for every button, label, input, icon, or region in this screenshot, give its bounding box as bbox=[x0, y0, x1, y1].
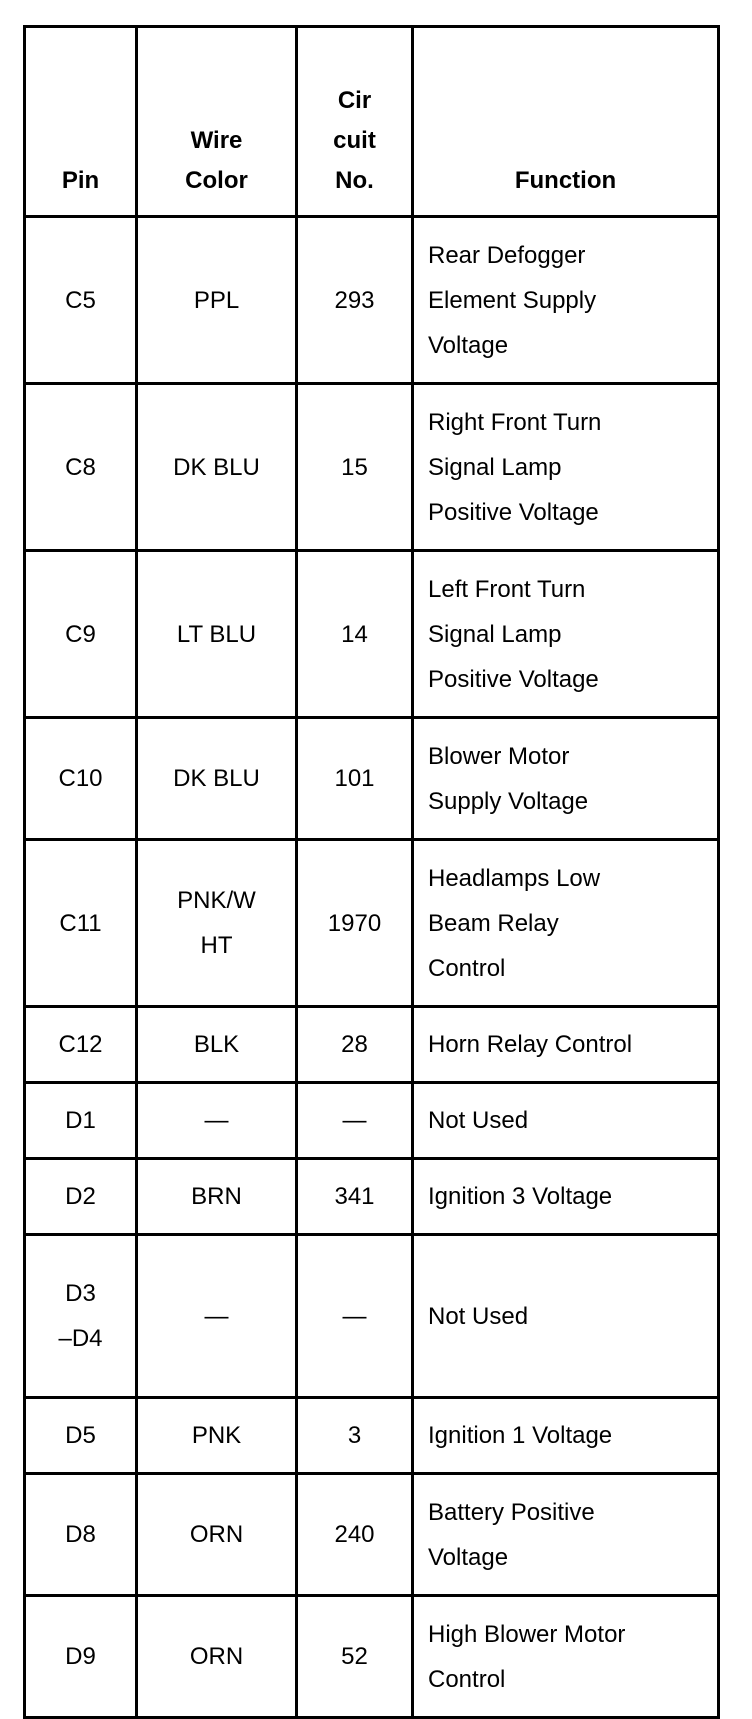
function-cell: Not Used bbox=[413, 1083, 719, 1159]
pin-cell: C9 bbox=[25, 551, 137, 718]
circuit-cell: 341 bbox=[297, 1159, 413, 1235]
table-row bbox=[25, 1159, 719, 1235]
function-cell: Battery Positive Voltage bbox=[413, 1474, 719, 1596]
circuit-cell: 28 bbox=[297, 1007, 413, 1083]
wire-color-cell: DK BLU bbox=[137, 384, 297, 551]
function-cell: Horn Relay Control bbox=[413, 1007, 719, 1083]
circuit-cell: 293 bbox=[297, 217, 413, 384]
circuit-cell: 3 bbox=[297, 1398, 413, 1474]
function-cell: Ignition 1 Voltage bbox=[413, 1398, 719, 1474]
wire-color-cell: LT BLU bbox=[137, 551, 297, 718]
function-cell: Rear Defogger Element Supply Voltage bbox=[413, 217, 719, 384]
table-header-row bbox=[25, 27, 719, 217]
table-row bbox=[25, 1083, 719, 1159]
circuit-cell: 52 bbox=[297, 1596, 413, 1718]
table-row bbox=[25, 1474, 719, 1596]
wire-color-cell: BLK bbox=[137, 1007, 297, 1083]
wire-color-cell: ORN bbox=[137, 1474, 297, 1596]
table-row bbox=[25, 718, 719, 840]
function-cell: High Blower Motor Control bbox=[413, 1596, 719, 1718]
circuit-cell: — bbox=[297, 1235, 413, 1398]
pin-cell: C8 bbox=[25, 384, 137, 551]
circuit-cell: 101 bbox=[297, 718, 413, 840]
pin-cell: C12 bbox=[25, 1007, 137, 1083]
function-cell: Blower Motor Supply Voltage bbox=[413, 718, 719, 840]
table-row bbox=[25, 840, 719, 1007]
function-cell: Not Used bbox=[413, 1235, 719, 1398]
pin-cell: C11 bbox=[25, 840, 137, 1007]
table-row bbox=[25, 384, 719, 551]
circuit-cell: — bbox=[297, 1083, 413, 1159]
circuit-cell: 15 bbox=[297, 384, 413, 551]
circuit-cell: 240 bbox=[297, 1474, 413, 1596]
header-wire-color: Wire Color bbox=[137, 27, 297, 217]
pin-cell: D2 bbox=[25, 1159, 137, 1235]
table-row bbox=[25, 1235, 719, 1398]
pin-cell: D9 bbox=[25, 1596, 137, 1718]
wire-color-cell: DK BLU bbox=[137, 718, 297, 840]
table-row bbox=[25, 1007, 719, 1083]
function-cell: Left Front Turn Signal Lamp Positive Voltage bbox=[413, 551, 719, 718]
wire-color-cell: PPL bbox=[137, 217, 297, 384]
pin-function-table bbox=[23, 25, 720, 1719]
table-row bbox=[25, 551, 719, 718]
pin-cell: D8 bbox=[25, 1474, 137, 1596]
wire-color-cell: PNK bbox=[137, 1398, 297, 1474]
wire-color-cell: BRN bbox=[137, 1159, 297, 1235]
function-cell: Headlamps Low Beam Relay Control bbox=[413, 840, 719, 1007]
table-row bbox=[25, 1398, 719, 1474]
table-row bbox=[25, 1596, 719, 1718]
header-function: Function bbox=[413, 27, 719, 217]
pin-cell: C10 bbox=[25, 718, 137, 840]
pin-cell: C5 bbox=[25, 217, 137, 384]
wire-color-cell: PNK/W HT bbox=[137, 840, 297, 1007]
circuit-cell: 1970 bbox=[297, 840, 413, 1007]
pin-cell: D3 –D4 bbox=[25, 1235, 137, 1398]
header-pin: Pin bbox=[25, 27, 137, 217]
table-row bbox=[25, 217, 719, 384]
pin-cell: D1 bbox=[25, 1083, 137, 1159]
pin-cell: D5 bbox=[25, 1398, 137, 1474]
header-circuit-no: Cir cuit No. bbox=[297, 27, 413, 217]
function-cell: Right Front Turn Signal Lamp Positive Voltage bbox=[413, 384, 719, 551]
wire-color-cell: — bbox=[137, 1235, 297, 1398]
function-cell: Ignition 3 Voltage bbox=[413, 1159, 719, 1235]
circuit-cell: 14 bbox=[297, 551, 413, 718]
wire-color-cell: — bbox=[137, 1083, 297, 1159]
wire-color-cell: ORN bbox=[137, 1596, 297, 1718]
